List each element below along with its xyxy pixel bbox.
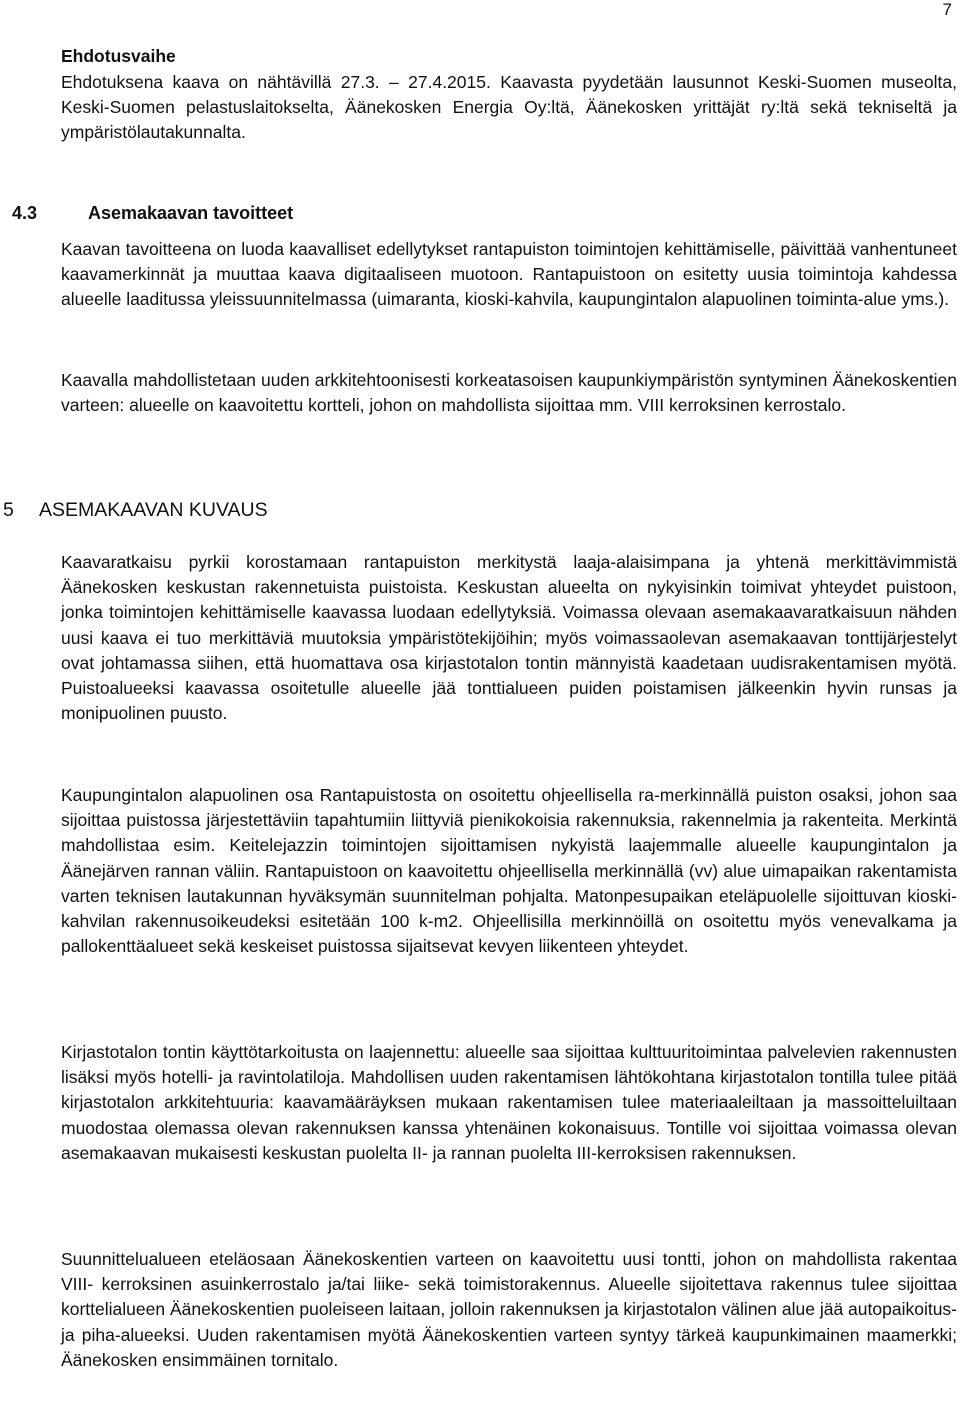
section-5-title: ASEMAKAAVAN KUVAUS [39,499,268,521]
page-number: 7 [942,0,952,19]
section-5-paragraph-1: Kaavaratkaisu pyrkii korostamaan rantapuiston merkitystä laaja-alaisimpana ja yhtenä merkittävimmistä Äänekosken keskustan rakennetuista puistoista. Keskustan alueelta on nykyisinkin toimivat yhteydet puistoon, jonka toimintojen kehittämiselle kaavassa luodaan edellytyksiä. Voimassa olevaan asemakaavaratkaisuun nähden uusi kaava ei tuo merkittäviä muutoksia ympäristötekijöihin; myös voimassaolevan asemakaavan tonttijärjestelyt ovat johtamassa siihen, että huomattava osa kirjastotalon tontin männyistä kaadetaan uudisrakentamisen myötä. Puistoalueeksi kaavassa osoitetulle alueelle jää tonttialueen puiden poistamisen jälkeenkin hyvin runsas ja monipuolinen puusto. [61,552,957,724]
section-5-paragraph-2: Kaupungintalon alapuolinen osa Rantapuistosta on osoitettu ohjeellisella ra-merkinnällä puiston osaksi, johon saa sijoittaa puistossa järjestettäviin tapahtumiin liittyviä pienikokoisia rakennuksia, rakennelmia ja rakenteita. Merkintä mahdollistaa esim. Keitelejazzin toimintojen sijoittamisen nykyistä laajemmalle alueelle kaupungintalon ja Äänejärven rannan väliin. Rantapuistoon on kaavoitettu ohjeellisella merkinnällä (vv) alue uimapaikan rakentamista varten teknisen lautakunnan hyväksymän suunnitelman pohjalta. Matonpesupaikan eteläpuolelle sijoittuvan kioski-kahvilan rakennusoikeudeksi esitetään 100 k-m2. Ohjeellisilla merkinnöillä on osoitettu myös venevalkama ja pallokenttäalueet sekä keskeiset puistossa sijaitsevat kevyen liikenteen yhteydet. [61,785,957,957]
section-5-paragraph-3: Kirjastotalon tontin käyttötarkoitusta on laajennettu: alueelle saa sijoittaa kulttuuritoimintaa palvelevien rakennusten lisäksi myös hotelli- ja ravintolatiloja. Mahdollisen uuden rakentamisen lähtökohtana kirjastotalon tontilla tulee pitää kirjastotalon arkkitehtuuria: kaavamääräyksen mukaan rakentamisen tulee materiaaleiltaan ja massoitteluiltaan muodostaa olemassa olevan rakennuksen kanssa yhtenäinen kokonaisuus. Tontille voi sijoittaa voimassa olevan asemakaavan mukaisesti keskustan puolelta II- ja rannan puolelta III-kerroksisen rakennuksen. [61,1042,957,1163]
proposal-paragraph: Ehdotuksena kaava on nähtävillä 27.3. – 27.4.2015. Kaavasta pyydetään lausunnot Keski-Suomen museolta, Keski-Suomen pelastuslaitokselta, Äänekosken Energia Oy:ltä, Äänekosken yrittäjät ry:ltä sekä tekniseltä ja ympäristölautakunnalta. [61,72,957,143]
section-4-3-paragraph-1: Kaavan tavoitteena on luoda kaavalliset edellytykset rantapuiston toimintojen kehittämiselle, päivittää vanhentuneet kaavamerkinnät ja muuttaa kaava digitaaliseen muotoon. Rantapuistoon on esitetty uusia toimintoja kahdessa alueelle laaditussa yleissuunnitelmassa (uimaranta, kioski-kahvila, kaupungintalon alapuolinen toiminta-alue yms.). [61,239,957,310]
proposal-heading: Ehdotusvaihe [61,46,176,66]
section-5-paragraph-4: Suunnittelualueen eteläosaan Äänekoskentien varteen on kaavoitettu uusi tontti, johon on mahdollista rakentaa VIII- kerroksinen asuinkerrostalo ja/tai liike- sekä toimistorakennus. Alueelle sijoitettava rakennus tulee sijoittaa korttelialueen Äänekoskentien puoleiseen laitaan, jolloin rakennuksen ja kirjastotalon välinen alue jää autopaikoitus- ja piha-alueeksi. Uuden rakentamisen myötä Äänekoskentien varteen syntyy tärkeä kaupunkimainen maamerkki; Äänekosken ensimmäinen tornitalo. [61,1249,958,1370]
section-5-number: 5 [3,499,14,521]
section-4-3-title: Asemakaavan tavoitteet [88,203,294,223]
section-4-3-number: 4.3 [12,203,38,223]
section-4-3-paragraph-2: Kaavalla mahdollistetaan uuden arkkitehtoonisesti korkeatasoisen kaupunkiympäristön syntyminen Äänekoskentien varteen: alueelle on kaavoitettu kortteli, johon on mahdollista sijoittaa mm. VIII kerroksinen kerrostalo. [61,370,957,416]
section-4-3-heading [12,200,293,226]
section-5-heading [3,496,268,524]
